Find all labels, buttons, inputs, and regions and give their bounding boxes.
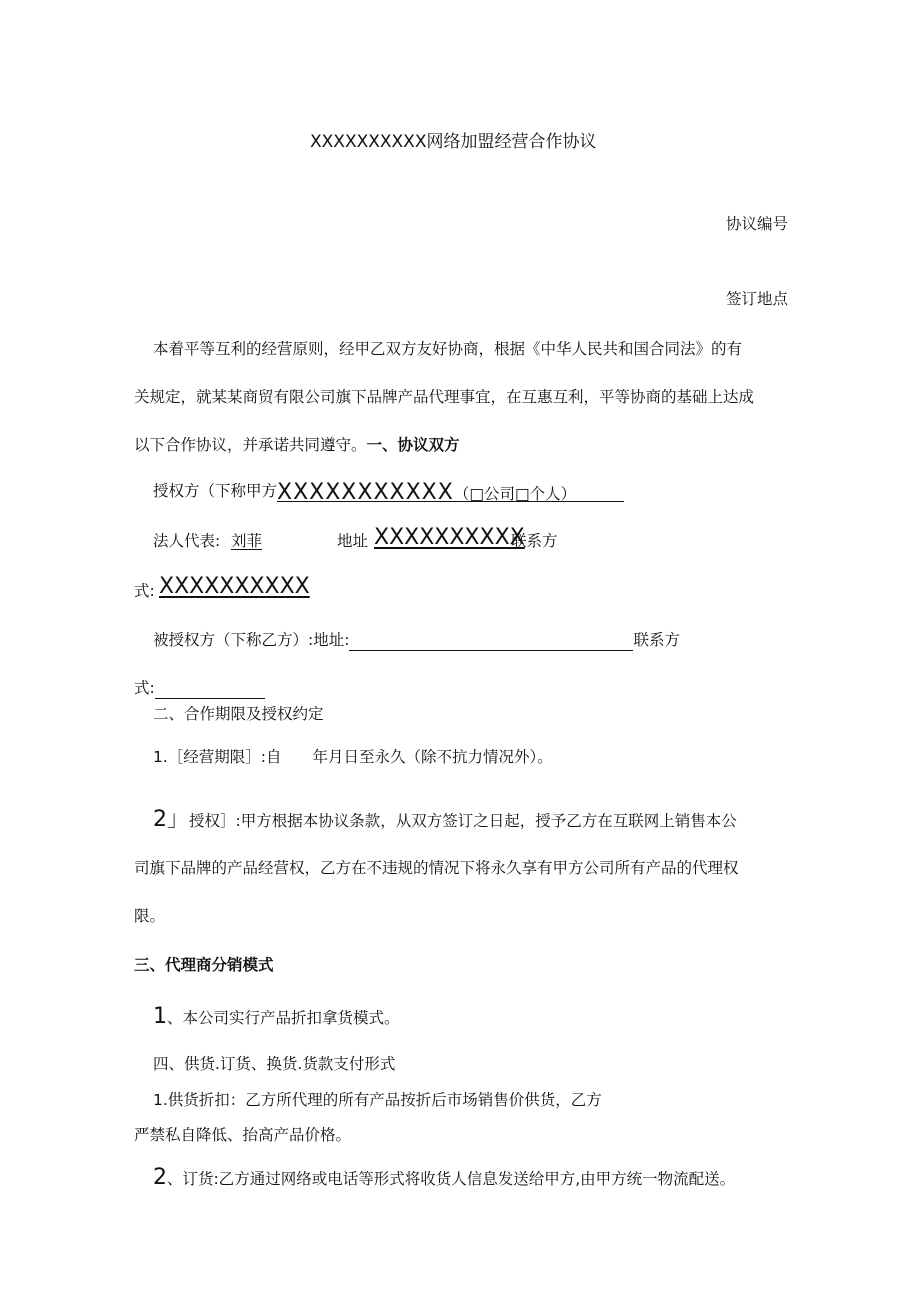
section-4-item-1-line-2: 严禁私自降低、抬高产品价格。 — [134, 1126, 352, 1144]
section-3-item-1-number: 1 — [153, 1004, 167, 1029]
party-b-contact-label: 联系方 — [633, 631, 680, 649]
section-4-heading: 四、供货.订货、换货.货款支付形式 — [153, 1055, 396, 1073]
party-a-address-value: XXXXXXXXXX — [374, 525, 525, 550]
section-3-heading: 三、代理商分销模式 — [134, 956, 274, 974]
party-b-address-label: 被授权方（下称乙方）:地址: — [153, 631, 350, 649]
intro-line-2: 关规定，就某某商贸有限公司旗下品牌产品代理事宜，在互惠互利，平等协商的基础上达成 — [134, 388, 755, 406]
party-a-line — [153, 480, 624, 505]
authorization-line-2: 司旗下品牌的产品经营权，乙方在不违规的情况下将永久享有甲方公司所有产品的代理权 — [134, 859, 739, 877]
intro-line-3 — [134, 434, 460, 456]
signing-place-label: 签订地点 — [726, 290, 789, 308]
party-b-contact-line — [134, 677, 265, 699]
party-a-name: XXXXXXXXXXX — [277, 480, 454, 505]
party-a-contact-label: 联系方 — [511, 532, 558, 550]
party-a-address-label: 地址 — [337, 532, 369, 550]
section-4-item-2-number: 2 — [153, 1165, 167, 1190]
party-a-rep-name: 刘菲 — [231, 532, 263, 550]
term-clause: 1.［经营期限］:自 年月日至永久（除不抗力情况外）。 — [153, 748, 553, 766]
authorization-line-3: 限。 — [134, 907, 166, 925]
intro-line-3-text: 以下合作协议，并承诺共同遵守。 — [134, 436, 367, 454]
intro-line-1: 本着平等互利的经营原则，经甲乙双方友好协商，根据《中华人民共和国合同法》的有 — [153, 340, 743, 358]
party-a-prefix: 授权方（下称甲方 — [153, 482, 278, 500]
section-3-item-1-text: 、本公司实行产品折扣拿货模式。 — [167, 1009, 400, 1027]
section-4-item-2-text: 、订货:乙方通过网络或电话等形式将收货人信息发送给甲方,由甲方统一物流配送。 — [167, 1170, 736, 1188]
section-4-item-2 — [153, 1167, 735, 1190]
section-2-heading: 二、合作期限及授权约定 — [153, 705, 324, 723]
party-a-contact-value: XXXXXXXXXX — [159, 574, 310, 599]
party-b-address-blank — [349, 632, 633, 651]
party-a-contact-label-2: 式: — [134, 582, 155, 600]
agreement-number-label: 协议编号 — [726, 215, 789, 233]
section-1-heading: 一、协议双方 — [366, 436, 460, 454]
authorization-number: 2」 — [153, 807, 189, 832]
party-a-rep-label: 法人代表: — [153, 532, 221, 550]
party-a-name-underline — [277, 480, 624, 505]
section-3-item-1 — [153, 1006, 400, 1029]
party-b-contact-label-2: 式: — [134, 679, 155, 697]
party-b-contact-blank — [155, 680, 265, 699]
authorization-text-1: 授权］:甲方根据本协议条款，从双方签订之日起，授予乙方在互联网上销售本公 — [189, 812, 737, 830]
authorization-line-1 — [153, 809, 737, 832]
section-4-item-1-line-1: 1.供货折扣：乙方所代理的所有产品按折后市场销售价供货，乙方 — [153, 1091, 602, 1109]
document-title: XXXXXXXXXX网络加盟经营合作协议 — [310, 132, 597, 152]
party-b-line — [153, 629, 680, 651]
party-a-type-options: （□公司□个人） — [453, 485, 577, 503]
